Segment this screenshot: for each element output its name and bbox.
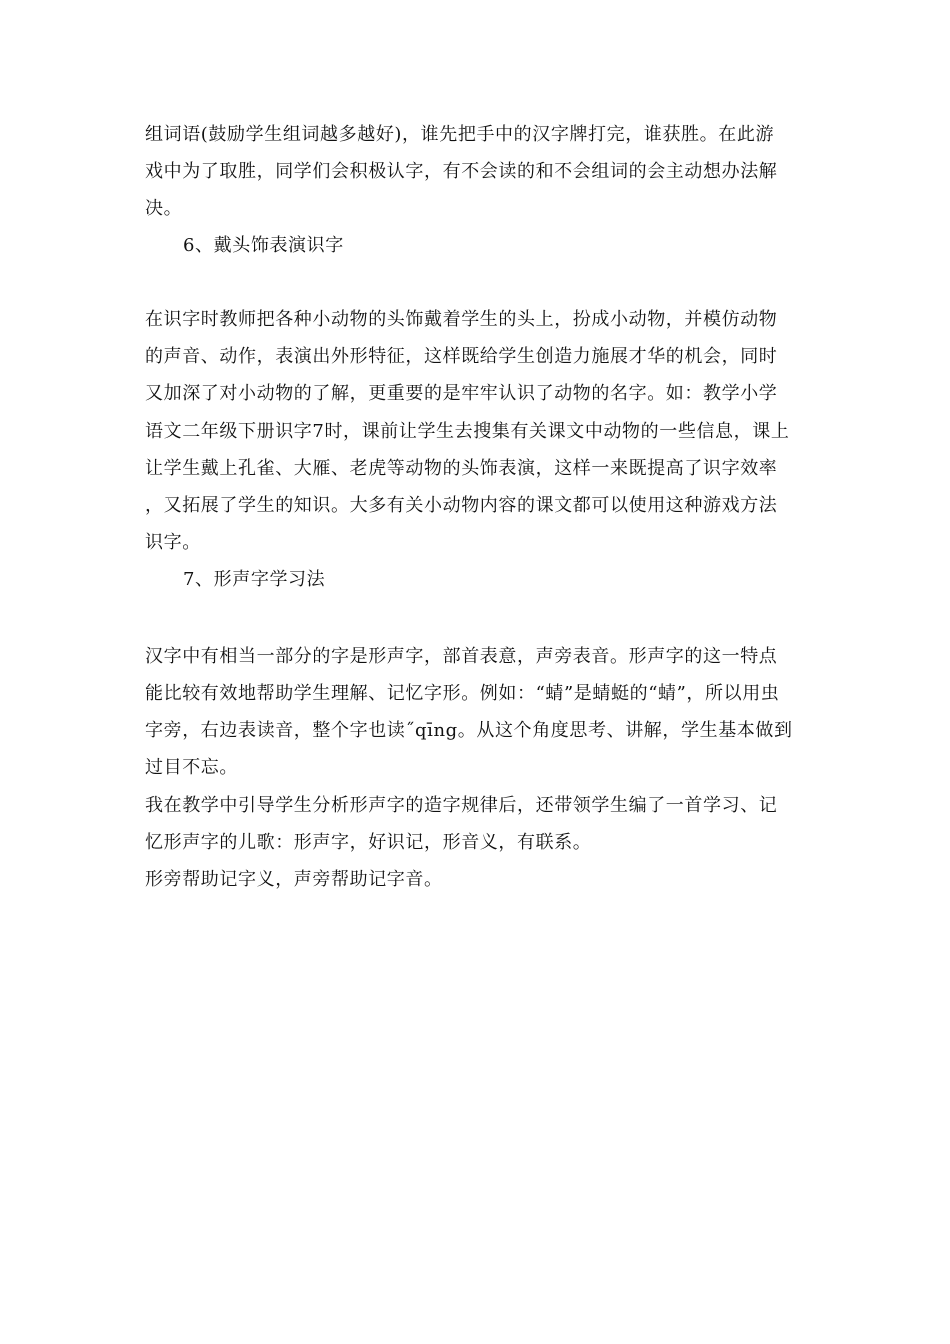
paragraph-line: 能比较有效地帮助学生理解、记忆字形。例如：“蜻”是蜻蜓的“蜻”，所以用虫 xyxy=(145,683,780,704)
paragraph-line: 忆形声字的儿歌：形声字，好识记，形音义，有联系。 xyxy=(145,832,592,853)
section-heading-7: 7、形声字学习法 xyxy=(183,569,326,590)
paragraph-line: 让学生戴上孔雀、大雁、老虎等动物的头饰表演，这样一来既提高了识字效率 xyxy=(145,458,778,479)
paragraph-line: 的声音、动作，表演出外形特征，这样既给学生创造力施展才华的机会，同时 xyxy=(145,346,778,367)
paragraph-line: 过目不忘。 xyxy=(145,757,238,778)
paragraph-line: ，又拓展了学生的知识。大多有关小动物内容的课文都可以使用这种游戏方法 xyxy=(145,495,778,516)
section-heading-6: 6、戴头饰表演识字 xyxy=(183,235,344,256)
paragraph-line: 语文二年级下册识字7时，课前让学生去搜集有关课文中动物的一些信息，课上 xyxy=(145,421,790,442)
paragraph-line: 决。 xyxy=(145,198,183,219)
paragraph-line: 字旁，右边表读音，整个字也读˝qīng。从这个角度思考、讲解，学生基本做到 xyxy=(145,720,793,741)
paragraph-line: 又加深了对小动物的了解，更重要的是牢牢认识了动物的名字。如：教学小学 xyxy=(145,383,778,404)
paragraph-line: 在识字时教师把各种小动物的头饰戴着学生的头上，扮成小动物，并模仿动物 xyxy=(145,309,778,330)
paragraph-line: 我在教学中引导学生分析形声字的造字规律后，还带领学生编了一首学习、记 xyxy=(145,795,778,816)
paragraph-line: 汉字中有相当一部分的字是形声字，部首表意，声旁表音。形声字的这一特点 xyxy=(145,646,778,667)
paragraph-line: 戏中为了取胜，同学们会积极认字，有不会读的和不会组词的会主动想办法解 xyxy=(145,161,778,182)
paragraph-line: 组词语(鼓励学生组词越多越好)，谁先把手中的汉字牌打完，谁获胜。在此游 xyxy=(145,124,775,145)
paragraph-line: 识字。 xyxy=(145,532,201,553)
paragraph-line: 形旁帮助记字义，声旁帮助记字音。 xyxy=(145,869,443,890)
